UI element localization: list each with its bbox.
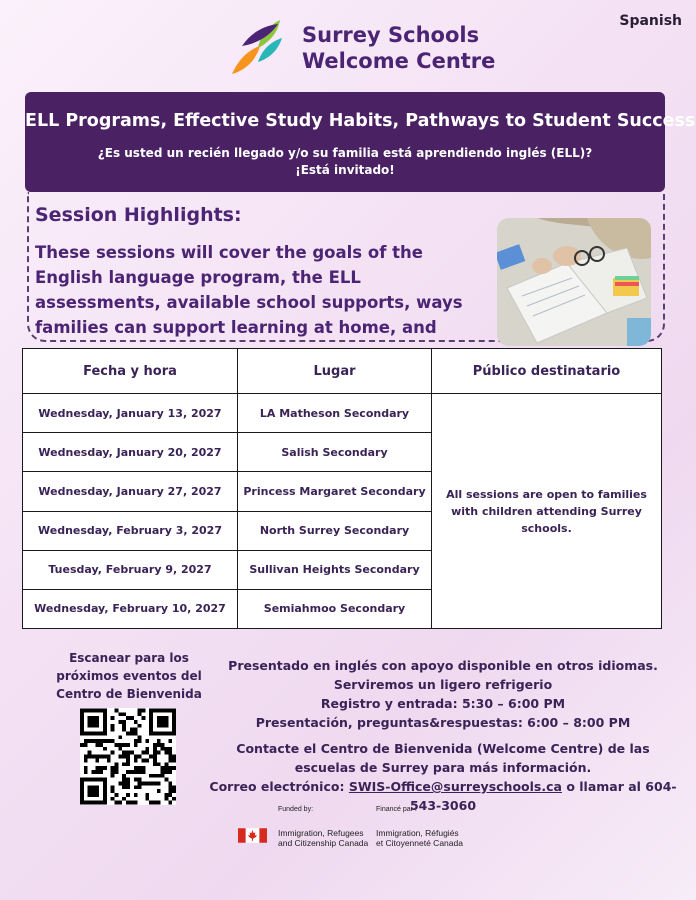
- header-date: Fecha y hora: [23, 349, 238, 394]
- logo-leaves-icon: [220, 18, 310, 78]
- date-cell: Wednesday, February 3, 2027: [23, 511, 238, 550]
- highlights-title: Session Highlights:: [35, 204, 242, 226]
- date-cell: Tuesday, February 9, 2027: [23, 550, 238, 589]
- language-note: Presentado en inglés con apoyo disponible en otros idiomas.: [228, 658, 658, 673]
- language-tag: Spanish: [619, 13, 682, 29]
- date-cell: Wednesday, February 10, 2027: [23, 589, 238, 628]
- date-cell: Wednesday, January 20, 2027: [23, 433, 238, 472]
- funded-by-label: Funded by:: [278, 806, 314, 813]
- place-cell: LA Matheson Secondary: [238, 394, 432, 433]
- date-cell: Wednesday, January 13, 2027: [23, 394, 238, 433]
- refreshments-note: Serviremos un ligero refrigerio: [333, 677, 553, 692]
- logo-line-2: Welcome Centre: [302, 49, 496, 73]
- funder-name-en-line2: and Citizenship Canada: [278, 838, 369, 848]
- place-cell: Sullivan Heights Secondary: [238, 550, 432, 589]
- header-place: Lugar: [238, 349, 432, 394]
- funder-name-en-line1: Immigration, Refugees: [278, 828, 364, 838]
- event-info: [208, 656, 678, 815]
- logo-text: [302, 22, 495, 74]
- canada-flag-icon: [238, 828, 267, 843]
- funder-name-en: [278, 828, 368, 848]
- presentation-time: Presentación, preguntas&respuestas: 6:00 – 8:00 PM: [255, 715, 631, 730]
- banner-invite: ¡Está invitado!: [295, 163, 395, 177]
- surrey-schools-logo: [220, 18, 495, 78]
- scan-instructions: Escanear para los próximos eventos del Centro de Bienvenida: [56, 651, 202, 701]
- study-photo: [497, 218, 651, 346]
- title-banner: [25, 92, 696, 192]
- contact-note: Contacte el Centro de Bienvenida (Welcome Centre) de las escuelas de Surrey para más información.: [236, 741, 650, 775]
- place-cell: Princess Margaret Secondary: [238, 472, 432, 511]
- highlights-body: These sessions will cover the goals of the English language program, the ELL assessments, available school supports, ways families can support learning at home, and: [35, 243, 463, 337]
- phone-text: o llamar al 604-543-3060: [409, 779, 677, 813]
- funder-name-fr-line2: et Citoyenneté Canada: [376, 838, 463, 848]
- funder-block: [236, 806, 496, 886]
- schedule-table: [22, 348, 662, 629]
- table-header-row: [23, 349, 662, 394]
- banner-question: ¿Es usted un recién llegado y/o su familia está aprendiendo inglés (ELL)?: [97, 146, 593, 160]
- date-cell: Wednesday, January 27, 2027: [23, 472, 238, 511]
- registration-time: Registro y entrada: 5:30 – 6:00 PM: [320, 696, 566, 711]
- place-cell: North Surrey Secondary: [238, 511, 432, 550]
- header-audience: Público destinatario: [432, 349, 662, 394]
- table-row: [23, 394, 662, 433]
- funder-name-fr-line1: Immigration, Réfugiés: [376, 828, 459, 838]
- qr-code-icon[interactable]: [80, 708, 176, 805]
- banner-subtitle: [25, 145, 665, 179]
- place-cell: Salish Secondary: [238, 433, 432, 472]
- banner-title: ELL Programs, Effective Study Habits, Pathways to Student Success: [25, 111, 696, 131]
- email-label: Correo electrónico:: [209, 779, 345, 794]
- place-cell: Semiahmoo Secondary: [238, 589, 432, 628]
- email-link[interactable]: SWIS-Office@surreyschools.ca: [348, 779, 562, 794]
- audience-cell: All sessions are open to families with children attending Surrey schools.: [432, 394, 662, 629]
- funder-name-fr: [376, 828, 463, 848]
- finance-par-label: Financé par :: [376, 806, 417, 813]
- logo-line-1: Surrey Schools: [302, 23, 480, 47]
